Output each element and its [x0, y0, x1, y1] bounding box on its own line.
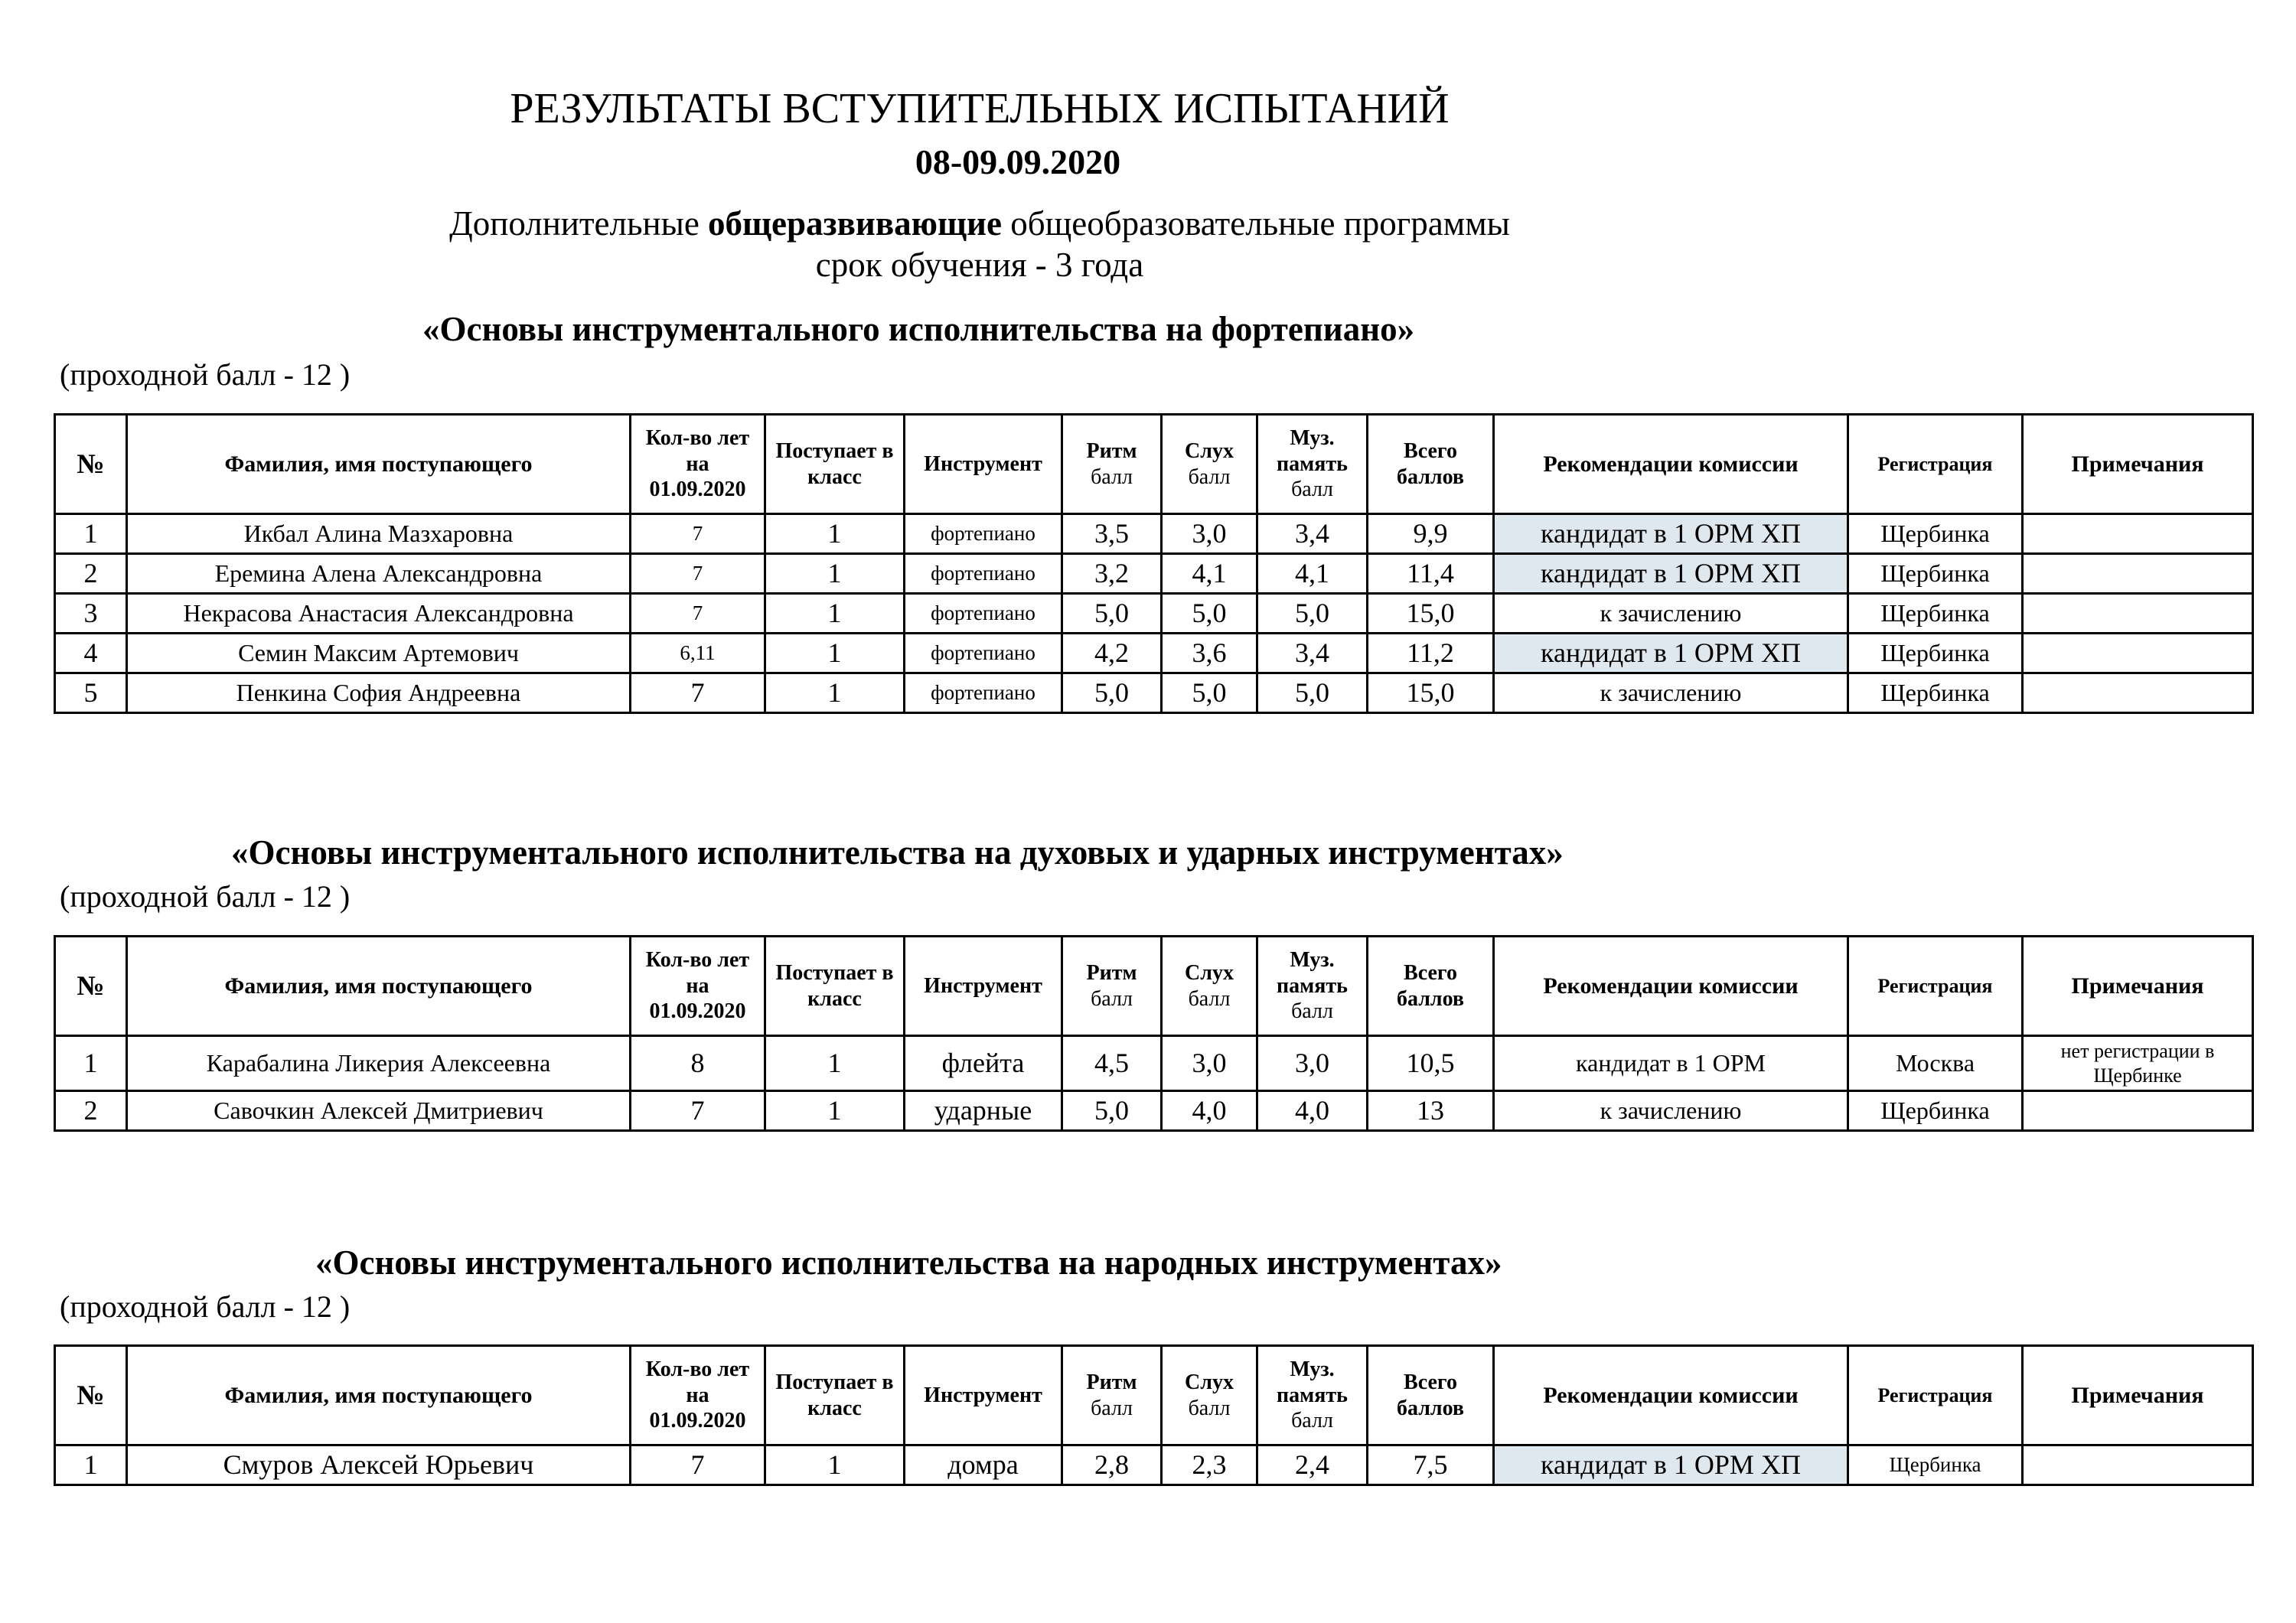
header-line: Муз. — [1290, 1357, 1335, 1382]
class-value: 1 — [765, 673, 905, 713]
col-age — [631, 1346, 765, 1445]
rhythm-score: 4,2 — [1062, 634, 1162, 673]
applicant-name: Семин Максим Артемович — [127, 634, 631, 673]
col-class — [765, 937, 905, 1036]
results-table — [54, 1344, 2254, 1486]
header-line: память — [1277, 973, 1348, 998]
memory-score: 2,4 — [1257, 1445, 1368, 1485]
memory-score: 5,0 — [1257, 594, 1368, 634]
registration-value: Щербинка — [1848, 1445, 2023, 1485]
memory-score: 5,0 — [1257, 673, 1368, 713]
program-bold: общеразвивающие — [708, 204, 1002, 243]
recommendation-value: к зачислению — [1494, 1091, 1848, 1131]
notes-value: нет регистрации в Щербинке — [2023, 1036, 2253, 1091]
header-line: Слух — [1185, 1370, 1234, 1394]
age-value: 7 — [631, 1091, 765, 1131]
col-memory — [1257, 1346, 1368, 1445]
header-line: балл — [1291, 477, 1333, 502]
header-line: класс — [807, 464, 862, 489]
col-total — [1368, 415, 1494, 514]
instrument-value: домра — [905, 1445, 1062, 1485]
header-line: класс — [807, 1396, 862, 1420]
row-num: 3 — [55, 594, 127, 634]
notes-value — [2023, 1091, 2253, 1131]
instrument-value: фортепиано — [905, 673, 1062, 713]
col-instrument: Инструмент — [905, 937, 1062, 1036]
hearing-score: 4,1 — [1162, 554, 1257, 594]
applicant-name: Пенкина София Андреевна — [127, 673, 631, 713]
table-row — [55, 673, 2253, 713]
total-score: 11,4 — [1368, 554, 1494, 594]
class-value: 1 — [765, 594, 905, 634]
header-line: балл — [1188, 1396, 1231, 1420]
header-line: Слух — [1185, 960, 1234, 985]
header-line: Муз. — [1290, 948, 1335, 973]
total-score: 7,5 — [1368, 1445, 1494, 1485]
col-instrument: Инструмент — [905, 415, 1062, 514]
header-line: Кол-во лет — [645, 1357, 750, 1382]
total-score: 13 — [1368, 1091, 1494, 1131]
header-line: память — [1277, 451, 1348, 476]
section-title: «Основы инструментального исполнительства на духовых и ударных инструментах» — [231, 833, 1564, 872]
applicant-name: Карабалина Ликерия Алексеевна — [127, 1036, 631, 1091]
rhythm-score: 2,8 — [1062, 1445, 1162, 1485]
registration-value: Москва — [1848, 1036, 2023, 1091]
recommendation-value: кандидат в 1 ОРМ ХП — [1494, 514, 1848, 554]
header-line: Всего — [1404, 960, 1457, 985]
col-rhythm — [1062, 937, 1162, 1036]
exam-date: 08-09.09.2020 — [915, 142, 1121, 181]
header-line: Ритм — [1086, 960, 1137, 985]
table-row — [55, 1445, 2253, 1485]
table-row — [55, 594, 2253, 634]
table-header — [55, 415, 2253, 514]
hearing-score: 3,0 — [1162, 1036, 1257, 1091]
memory-score: 3,0 — [1257, 1036, 1368, 1091]
header-line: Всего — [1404, 1370, 1457, 1394]
results-table — [54, 935, 2254, 1132]
header-line: балл — [1188, 986, 1231, 1011]
pass-score: (проходной балл - 12 ) — [60, 1289, 351, 1324]
program-line — [0, 204, 1959, 243]
header-line: Слух — [1185, 438, 1234, 463]
col-hearing — [1162, 415, 1257, 514]
row-num: 4 — [55, 634, 127, 673]
registration-value: Щербинка — [1848, 634, 2023, 673]
applicant-name: Еремина Алена Александровна — [127, 554, 631, 594]
col-notes: Примечания — [2023, 937, 2253, 1036]
total-score: 15,0 — [1368, 594, 1494, 634]
notes-value — [2023, 673, 2253, 713]
class-value: 1 — [765, 1036, 905, 1091]
recommendation-value: к зачислению — [1494, 673, 1848, 713]
memory-score: 4,1 — [1257, 554, 1368, 594]
age-value: 7 — [631, 1445, 765, 1485]
hearing-score: 3,6 — [1162, 634, 1257, 673]
col-hearing — [1162, 1346, 1257, 1445]
table-row — [55, 1036, 2253, 1091]
col-class — [765, 1346, 905, 1445]
hearing-score: 2,3 — [1162, 1445, 1257, 1485]
col-registration: Регистрация — [1848, 937, 2023, 1036]
header-line: память — [1277, 1383, 1348, 1407]
rhythm-score: 5,0 — [1062, 594, 1162, 634]
class-value: 1 — [765, 1445, 905, 1485]
notes-value — [2023, 594, 2253, 634]
page-title: РЕЗУЛЬТАТЫ ВСТУПИТЕЛЬНЫХ ИСПЫТАНИЙ — [510, 85, 1450, 132]
age-value: 7 — [631, 673, 765, 713]
col-age — [631, 937, 765, 1036]
row-num: 5 — [55, 673, 127, 713]
col-num: № — [55, 415, 127, 514]
memory-score: 3,4 — [1257, 634, 1368, 673]
header-line: Всего — [1404, 438, 1457, 463]
header-row — [55, 1346, 2253, 1445]
col-memory — [1257, 415, 1368, 514]
col-rhythm — [1062, 1346, 1162, 1445]
instrument-value: фортепиано — [905, 634, 1062, 673]
col-age — [631, 415, 765, 514]
total-score: 15,0 — [1368, 673, 1494, 713]
col-hearing — [1162, 937, 1257, 1036]
header-line: Поступает в — [775, 438, 894, 463]
row-num: 2 — [55, 554, 127, 594]
header-line: на — [686, 973, 709, 998]
header-line: балл — [1291, 999, 1333, 1024]
table-row — [55, 1091, 2253, 1131]
rhythm-score: 3,2 — [1062, 554, 1162, 594]
instrument-value: фортепиано — [905, 554, 1062, 594]
header-line: на — [686, 451, 709, 476]
header-line: 01.09.2020 — [649, 1409, 746, 1433]
program-suffix: общеобразовательные программы — [1001, 204, 1510, 243]
instrument-value: флейта — [905, 1036, 1062, 1091]
table-row — [55, 554, 2253, 594]
col-name: Фамилия, имя поступающего — [127, 1346, 631, 1445]
col-registration: Регистрация — [1848, 415, 2023, 514]
header-line: на — [686, 1383, 709, 1407]
memory-score: 3,4 — [1257, 514, 1368, 554]
header-row — [55, 415, 2253, 514]
header-line: 01.09.2020 — [649, 477, 746, 502]
recommendation-value: к зачислению — [1494, 594, 1848, 634]
col-recommendation: Рекомендации комиссии — [1494, 415, 1848, 514]
recommendation-value: кандидат в 1 ОРМ ХП — [1494, 1445, 1848, 1485]
table-header — [55, 1346, 2253, 1445]
row-num: 2 — [55, 1091, 127, 1131]
header-line: Поступает в — [775, 960, 894, 985]
program-prefix: Дополнительные — [449, 204, 709, 243]
registration-value: Щербинка — [1848, 594, 2023, 634]
header-line: Поступает в — [775, 1370, 894, 1394]
header-line: Кол-во лет — [645, 948, 750, 973]
row-num: 1 — [55, 1445, 127, 1485]
study-duration: срок обучения - 3 года — [815, 246, 1144, 284]
instrument-value: фортепиано — [905, 594, 1062, 634]
class-value: 1 — [765, 634, 905, 673]
hearing-score: 3,0 — [1162, 514, 1257, 554]
col-class — [765, 415, 905, 514]
pass-score: (проходной балл - 12 ) — [60, 879, 351, 914]
col-name: Фамилия, имя поступающего — [127, 415, 631, 514]
age-value: 7 — [631, 594, 765, 634]
col-notes: Примечания — [2023, 1346, 2253, 1445]
header-line: балл — [1091, 1396, 1133, 1420]
hearing-score: 4,0 — [1162, 1091, 1257, 1131]
notes-value — [2023, 634, 2253, 673]
section-title: «Основы инструментального исполнительства на народных инструментах» — [315, 1243, 1502, 1282]
col-recommendation: Рекомендации комиссии — [1494, 1346, 1848, 1445]
applicant-name: Смуров Алексей Юрьевич — [127, 1445, 631, 1485]
registration-value: Щербинка — [1848, 514, 2023, 554]
age-value: 7 — [631, 554, 765, 594]
class-value: 1 — [765, 554, 905, 594]
recommendation-value: кандидат в 1 ОРМ ХП — [1494, 634, 1848, 673]
instrument-value: фортепиано — [905, 514, 1062, 554]
applicant-name: Икбал Алина Мазхаровна — [127, 514, 631, 554]
row-num: 1 — [55, 1036, 127, 1091]
header-line: баллов — [1396, 1396, 1465, 1420]
total-score: 9,9 — [1368, 514, 1494, 554]
header-line: 01.09.2020 — [649, 999, 746, 1024]
results-table — [54, 413, 2254, 714]
age-value: 7 — [631, 514, 765, 554]
header-line: класс — [807, 986, 862, 1011]
table-header — [55, 937, 2253, 1036]
pass-score: (проходной балл - 12 ) — [60, 357, 351, 392]
header-line: Ритм — [1086, 438, 1137, 463]
rhythm-score: 5,0 — [1062, 673, 1162, 713]
header-line: Ритм — [1086, 1370, 1137, 1394]
header-line: Кол-во лет — [645, 426, 750, 451]
class-value: 1 — [765, 1091, 905, 1131]
recommendation-value: кандидат в 1 ОРМ ХП — [1494, 554, 1848, 594]
col-notes: Примечания — [2023, 415, 2253, 514]
rhythm-score: 5,0 — [1062, 1091, 1162, 1131]
header-row — [55, 937, 2253, 1036]
col-rhythm — [1062, 415, 1162, 514]
recommendation-value: кандидат в 1 ОРМ — [1494, 1036, 1848, 1091]
hearing-score: 5,0 — [1162, 594, 1257, 634]
col-memory — [1257, 937, 1368, 1036]
col-num: № — [55, 937, 127, 1036]
section-title: «Основы инструментального исполнительства на фортепиано» — [422, 310, 1415, 348]
registration-value: Щербинка — [1848, 554, 2023, 594]
registration-value: Щербинка — [1848, 673, 2023, 713]
class-value: 1 — [765, 514, 905, 554]
registration-value: Щербинка — [1848, 1091, 2023, 1131]
age-value: 8 — [631, 1036, 765, 1091]
col-total — [1368, 1346, 1494, 1445]
header-line: балл — [1091, 464, 1133, 489]
col-total — [1368, 937, 1494, 1036]
row-num: 1 — [55, 514, 127, 554]
rhythm-score: 4,5 — [1062, 1036, 1162, 1091]
col-registration: Регистрация — [1848, 1346, 2023, 1445]
col-num: № — [55, 1346, 127, 1445]
header-line: балл — [1188, 464, 1231, 489]
total-score: 10,5 — [1368, 1036, 1494, 1091]
age-value: 6,11 — [631, 634, 765, 673]
applicant-name: Некрасова Анастасия Александровна — [127, 594, 631, 634]
hearing-score: 5,0 — [1162, 673, 1257, 713]
table-row — [55, 634, 2253, 673]
header-line: балл — [1091, 986, 1133, 1011]
header-line: Муз. — [1290, 426, 1335, 451]
header-line: баллов — [1396, 986, 1465, 1011]
col-recommendation: Рекомендации комиссии — [1494, 937, 1848, 1036]
header-line: балл — [1291, 1409, 1333, 1433]
col-name: Фамилия, имя поступающего — [127, 937, 631, 1036]
table-row — [55, 514, 2253, 554]
memory-score: 4,0 — [1257, 1091, 1368, 1131]
instrument-value: ударные — [905, 1091, 1062, 1131]
header-line: баллов — [1396, 464, 1465, 489]
applicant-name: Савочкин Алексей Дмитриевич — [127, 1091, 631, 1131]
notes-value — [2023, 554, 2253, 594]
notes-value — [2023, 1445, 2253, 1485]
total-score: 11,2 — [1368, 634, 1494, 673]
rhythm-score: 3,5 — [1062, 514, 1162, 554]
notes-value — [2023, 514, 2253, 554]
col-instrument: Инструмент — [905, 1346, 1062, 1445]
